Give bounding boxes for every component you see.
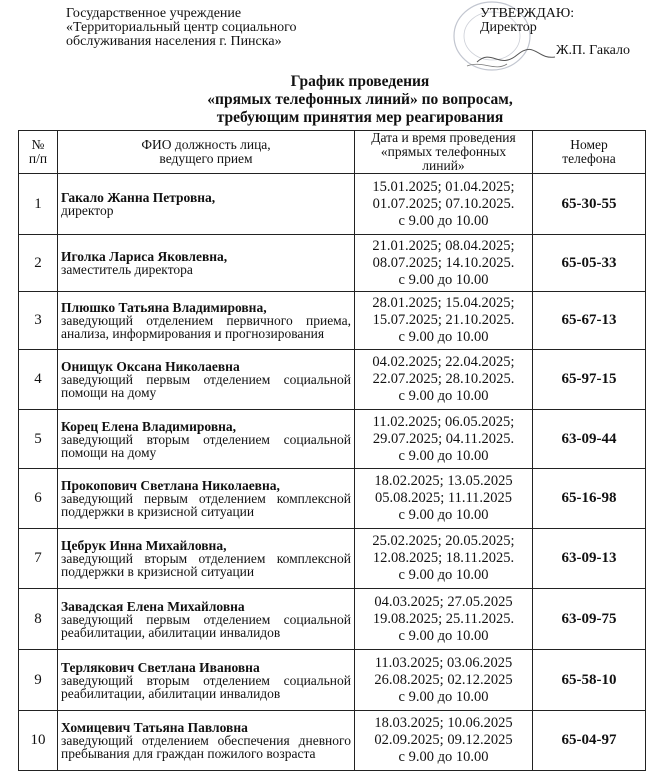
org-line: обслуживания населения г. Пинска» [66, 34, 282, 49]
column-header: Дата и время проведения «прямых телефонных линий» [355, 131, 533, 174]
dates-cell [355, 350, 533, 410]
date-line: 04.03.2025; 27.05.2025 [374, 593, 513, 610]
person-cell [58, 292, 355, 350]
person-name: Завадская Елена Михайловна [61, 598, 245, 614]
table-header-row [19, 131, 646, 174]
person-name: Хомицевич Татьяна Павловна [61, 720, 248, 735]
date-line: 01.07.2025; 07.10.2025. [372, 195, 515, 212]
time-line: с 9.00 до 10.00 [398, 688, 489, 705]
dates-cell [355, 650, 533, 711]
column-header: ФИО должность лица, ведущего прием [58, 131, 355, 174]
time-line: с 9.00 до 10.00 [398, 627, 489, 644]
dates-cell [355, 174, 533, 235]
org-line: Государственное учреждение [66, 6, 242, 21]
person-position: заведующий отделением обеспечения дневного пребывания для граждан пожилого возраста [61, 733, 351, 761]
phone-number: 65-97-15 [533, 350, 646, 410]
person-position: заведующий первым отделением социальной помощи на дому [61, 372, 351, 400]
person-cell [58, 711, 355, 771]
date-line: 26.08.2025; 02.12.2025 [374, 671, 513, 688]
person-name: Прокопович Светлана Николаевна, [61, 478, 280, 493]
person-name: Корец Елена Владимировна, [61, 418, 237, 434]
phone-number: 65-58-10 [533, 650, 646, 711]
date-line: 29.07.2025; 04.11.2025. [372, 430, 515, 447]
date-line: 18.03.2025; 10.06.2025 [374, 715, 513, 731]
org-line: «Территориальный центр социального [66, 20, 297, 35]
row-number: 2 [19, 235, 58, 292]
approve-label: УТВЕРЖДАЮ: [480, 6, 575, 21]
date-line: 11.02.2025; 06.05.2025; [372, 413, 515, 430]
person-cell [58, 235, 355, 292]
person-position: заведующий отделением первичного приема, анализа, информирования и прогнозирования [61, 313, 351, 341]
date-line: 28.01.2025; 15.04.2025; [372, 295, 515, 311]
row-number: 4 [19, 350, 58, 410]
title-line: «прямых телефонных линий» по вопросам, [207, 91, 513, 108]
dates-cell [355, 410, 533, 469]
person-cell [58, 589, 355, 650]
phone-number: 65-05-33 [533, 235, 646, 292]
date-line: 02.09.2025; 09.12.2025 [374, 732, 513, 748]
row-number: 7 [19, 529, 58, 589]
time-line: с 9.00 до 10.00 [398, 567, 489, 583]
approval-block [480, 7, 630, 58]
dates-cell [355, 529, 533, 589]
person-position: директор [61, 203, 114, 218]
date-line: 22.07.2025; 28.10.2025. [372, 371, 515, 387]
phone-number: 63-09-13 [533, 529, 646, 589]
date-line: 21.01.2025; 08.04.2025; [372, 237, 515, 254]
person-position: заведующий вторым отделением социальной реабилитации, абилитации инвалидов [61, 672, 351, 701]
title-line: График проведения [290, 73, 430, 90]
person-name: Онищук Оксана Николаевна [61, 359, 240, 374]
row-number: 6 [19, 469, 58, 529]
person-position: заместитель директора [61, 262, 193, 277]
date-line: 04.02.2025; 22.04.2025; [372, 354, 515, 370]
title-line: требующим принятия мер реагирования [216, 109, 504, 126]
time-line: с 9.00 до 10.00 [398, 329, 489, 345]
table-row [19, 589, 646, 650]
dates-cell [355, 235, 533, 292]
table-row [19, 469, 646, 529]
table-row [19, 235, 646, 292]
dates-cell [355, 469, 533, 529]
phone-number: 65-67-13 [533, 292, 646, 350]
date-line: 19.08.2025; 25.11.2025. [372, 610, 515, 627]
time-line: с 9.00 до 10.00 [398, 212, 489, 229]
person-name: Плюшко Татьяна Владимировна, [61, 300, 267, 315]
dates-cell [355, 292, 533, 350]
row-number: 8 [19, 589, 58, 650]
time-line: с 9.00 до 10.00 [398, 388, 489, 404]
row-number: 5 [19, 410, 58, 469]
column-header: № п/п [19, 131, 58, 174]
phone-number: 63-09-75 [533, 589, 646, 650]
approve-role: Директор [480, 20, 537, 35]
row-number: 9 [19, 650, 58, 711]
date-line: 18.02.2025; 13.05.2025 [374, 473, 513, 489]
table-row [19, 650, 646, 711]
person-name: Терлякович Светлана Ивановна [61, 659, 260, 675]
time-line: с 9.00 до 10.00 [398, 447, 489, 464]
phone-number: 65-16-98 [533, 469, 646, 529]
schedule-table [18, 130, 646, 771]
person-name: Цебрук Инна Михайловна, [61, 538, 227, 553]
organization-name [66, 7, 297, 49]
table-row [19, 410, 646, 469]
phone-number: 65-30-55 [533, 174, 646, 235]
row-number: 1 [19, 174, 58, 235]
person-cell [58, 650, 355, 711]
person-name: Иголка Лариса Яковлевна, [61, 249, 228, 264]
table-row [19, 350, 646, 410]
person-cell [58, 529, 355, 589]
document-title [150, 73, 570, 127]
person-position: заведующий первым отделением социальной реабилитации, абилитации инвалидов [61, 611, 351, 640]
date-line: 08.07.2025; 14.10.2025. [372, 254, 515, 271]
person-cell [58, 410, 355, 469]
dates-cell [355, 589, 533, 650]
table-row [19, 711, 646, 771]
table-row [19, 292, 646, 350]
phone-number: 65-04-97 [533, 711, 646, 771]
person-cell [58, 174, 355, 235]
person-cell [58, 469, 355, 529]
row-number: 10 [19, 711, 58, 771]
date-line: 15.01.2025; 01.04.2025; [372, 178, 515, 195]
phone-number: 63-09-44 [533, 410, 646, 469]
person-name: Гакало Жанна Петровна, [61, 190, 216, 205]
table-row [19, 529, 646, 589]
approve-signature-name: Ж.П. Гакало [555, 43, 630, 58]
time-line: с 9.00 до 10.00 [398, 749, 489, 765]
time-line: с 9.00 до 10.00 [398, 507, 489, 523]
row-number: 3 [19, 292, 58, 350]
date-line: 11.03.2025; 03.06.2025 [374, 654, 513, 671]
person-position: заведующий первым отделением комплексной поддержки в кризисной ситуации [61, 491, 351, 519]
table-row [19, 174, 646, 235]
date-line: 15.07.2025; 21.10.2025. [372, 312, 515, 328]
person-position: заведующий вторым отделением социальной помощи на дому [61, 431, 351, 460]
date-line: 05.08.2025; 11.11.2025 [374, 490, 513, 506]
date-line: 25.02.2025; 20.05.2025; [372, 533, 515, 549]
dates-cell [355, 711, 533, 771]
person-position: заведующий вторым отделением комплексной поддержки в кризисной ситуации [61, 551, 351, 579]
column-header: Номер телефона [533, 131, 646, 174]
time-line: с 9.00 до 10.00 [398, 271, 489, 288]
date-line: 12.08.2025; 18.11.2025. [372, 550, 515, 566]
person-cell [58, 350, 355, 410]
